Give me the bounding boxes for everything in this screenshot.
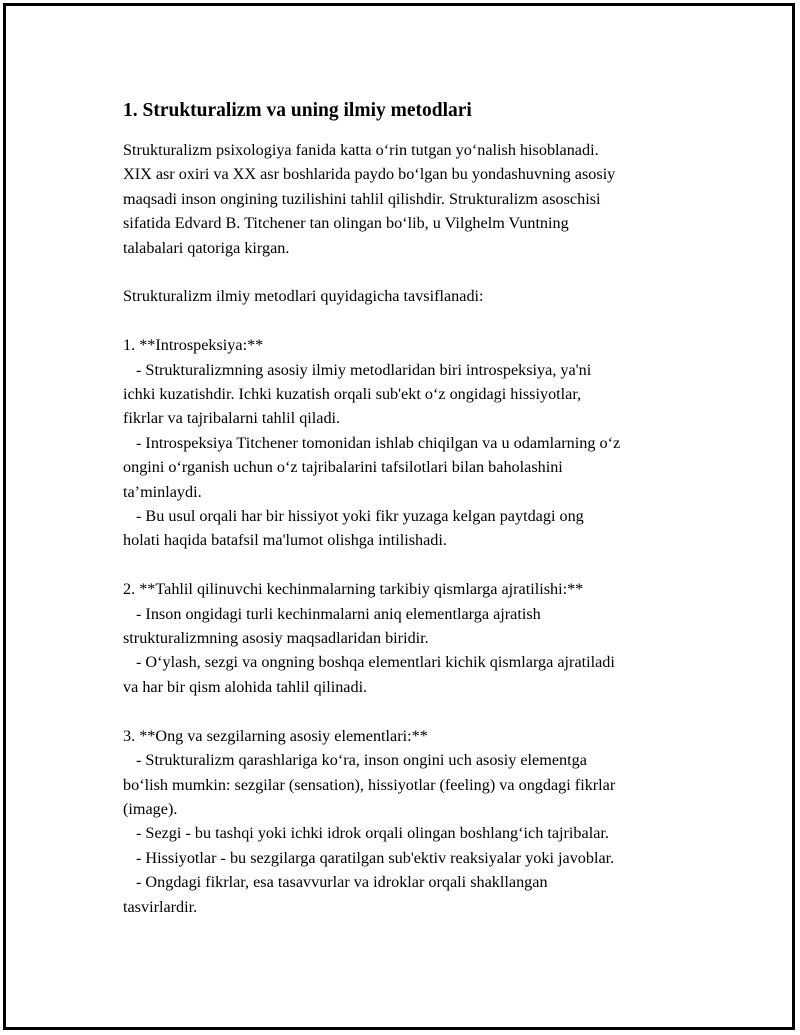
list-item-line: strukturalizmning asosiy maqsadlaridan biridir. xyxy=(123,629,429,648)
section-heading: 3. **Ong va sezgilarning asosiy elementlari:** xyxy=(123,726,428,745)
list-item-line: - Ongdagi fikrlar, esa tasavvurlar va idroklar orqali shakllangan xyxy=(136,873,548,892)
list-item-line: fikrlar va tajribalarni tahlil qiladi. xyxy=(123,409,341,428)
list-item-line: ichki kuzatishdir. Ichki kuzatish orqali sub'ekt o‘z ongidagi hissiyotlar, xyxy=(123,385,582,404)
list-item-line: - Sezgi - bu tashqi yoki ichki idrok orqali olingan boshlang‘ich tajribalar. xyxy=(136,824,609,843)
list-item-line: - O‘ylash, sezgi va ongning boshqa elementlari kichik qismlarga ajratiladi xyxy=(136,653,615,672)
list-item xyxy=(123,650,720,699)
list-item-line: (image). xyxy=(123,799,178,818)
document-body xyxy=(120,98,720,919)
list-item-line: - Inson ongidagi turli kechinmalarni aniq elementlarga ajratish xyxy=(136,604,541,623)
page-frame xyxy=(3,3,795,1030)
list-item-line: va har bir qism alohida tahlil qilinadi. xyxy=(123,677,368,696)
paragraph-spacer xyxy=(120,260,720,284)
section-tahlil xyxy=(120,577,720,699)
list-item-line: - Strukturalizm qarashlariga ko‘ra, inson ongini uch asosiy elementga xyxy=(136,751,587,770)
list-item-line: - Strukturalizmning asosiy ilmiy metodlaridan biri introspeksiya, ya'ni xyxy=(136,360,592,379)
list-item xyxy=(123,821,720,845)
section-ong-elementlari xyxy=(120,724,720,919)
list-item-line: - Bu usul orqali har bir hissiyot yoki fikr yuzaga kelgan paytdagi ong xyxy=(136,507,584,526)
list-item xyxy=(123,748,720,821)
list-item-line: ongini o‘rganish uchun o‘z tajribalarini tafsilotlari bilan baholashini xyxy=(123,458,563,477)
list-item xyxy=(123,504,720,553)
list-item-line: - Introspeksiya Titchener tomonidan ishlab chiqilgan va u odamlarning o‘z xyxy=(136,433,621,452)
list-item xyxy=(123,602,720,651)
section-heading: 2. **Tahlil qilinuvchi kechinmalarning tarkibiy qismlarga ajratilishi:** xyxy=(123,580,584,599)
intro-paragraph xyxy=(120,138,720,260)
intro-line: Strukturalizm psixologiya fanida katta o‘rin tutgan yo‘nalish hisoblanadi. xyxy=(123,141,599,159)
list-item-line: tasvirlardir. xyxy=(123,897,198,916)
list-item-line: bo‘lish mumkin: sezgilar (sensation), hissiyotlar (feeling) va ongdagi fikrlar xyxy=(123,775,616,794)
paragraph-spacer xyxy=(120,309,720,333)
list-item-line: holati haqida batafsil ma'lumot olishga intilishadi. xyxy=(123,531,447,550)
list-item-line: - Hissiyotlar - bu sezgilarga qaratilgan sub'ektiv reaksiyalar yoki javoblar. xyxy=(136,848,615,867)
document-title: 1. Strukturalizm va uning ilmiy metodlari xyxy=(123,100,472,121)
paragraph-spacer xyxy=(120,553,720,577)
list-item-line: ta’minlaydi. xyxy=(123,482,202,501)
methods-intro: Strukturalizm ilmiy metodlari quyidagicha tavsiflanadi: xyxy=(123,287,484,306)
list-item xyxy=(123,846,720,870)
intro-line: talabalari qatoriga kirgan. xyxy=(123,238,290,257)
paragraph-spacer xyxy=(120,699,720,723)
list-item xyxy=(123,870,720,919)
section-heading: 1. **Introspeksiya:** xyxy=(123,336,264,355)
intro-line: maqsadi inson ongining tuzilishini tahlil qilishdir. Strukturalizm asoschisi xyxy=(123,189,601,208)
list-item xyxy=(123,358,720,431)
intro-line: sifatida Edvard B. Titchener tan olingan bo‘lib, u Vilghelm Vuntning xyxy=(123,214,569,233)
intro-line: XIX asr oxiri va XX asr boshlarida paydo bo‘lgan bu yondashuvning asosiy xyxy=(123,165,616,184)
section-introspeksiya xyxy=(120,333,720,553)
list-item xyxy=(123,431,720,504)
